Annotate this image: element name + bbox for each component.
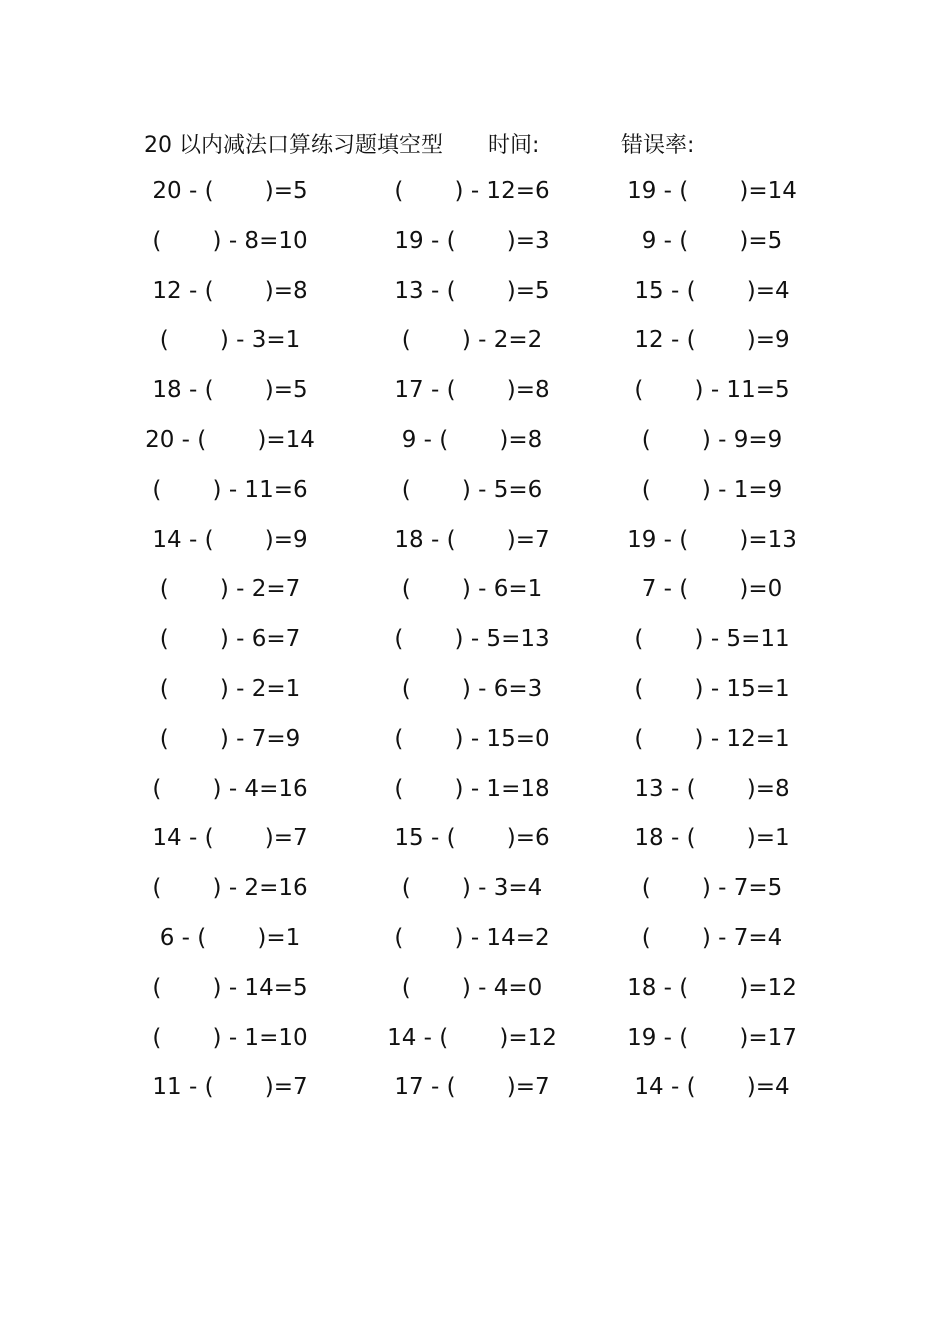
- problem-item: ( ) - 5=11: [634, 626, 790, 653]
- problem-row: [0, 371, 950, 421]
- problem-item: 20 - ( )=5: [152, 178, 308, 204]
- problem-item: 12 - ( )=9: [634, 327, 790, 354]
- problem-item: 18 - ( )=1: [634, 825, 790, 852]
- problem-item: 9 - ( )=5: [641, 227, 783, 254]
- problem-item: 18 - ( )=12: [627, 974, 797, 1001]
- problem-item: ( ) - 6=7: [159, 626, 301, 653]
- worksheet-header: [0, 128, 950, 160]
- problem-item: ( ) - 7=4: [641, 924, 783, 951]
- problem-item: ( ) - 12=6: [394, 178, 550, 204]
- problem-row: [0, 620, 950, 670]
- problem-item: 17 - ( )=7: [394, 1074, 550, 1101]
- problem-item: 19 - ( )=13: [627, 526, 797, 553]
- problem-row: [0, 272, 950, 322]
- time-label: 时间:: [488, 133, 540, 158]
- problem-item: 15 - ( )=6: [394, 825, 550, 852]
- problem-row: [0, 471, 950, 521]
- problem-item: 14 - ( )=9: [152, 526, 308, 553]
- problem-item: 9 - ( )=8: [401, 426, 543, 453]
- problem-row: [0, 869, 950, 919]
- problem-item: ( ) - 11=5: [634, 377, 790, 404]
- problem-item: 17 - ( )=8: [394, 377, 550, 404]
- problem-row: [0, 670, 950, 720]
- problem-item: 19 - ( )=17: [627, 1024, 797, 1051]
- problem-row: [0, 1019, 950, 1069]
- problem-item: 19 - ( )=14: [627, 178, 797, 204]
- worksheet-title: 20 以内减法口算练习题填空型: [144, 133, 443, 158]
- problem-item: ( ) - 6=3: [401, 675, 543, 702]
- problem-item: ( ) - 2=7: [159, 576, 301, 603]
- problem-row: [0, 521, 950, 571]
- problem-item: ( ) - 14=5: [152, 974, 308, 1001]
- problem-item: 7 - ( )=0: [641, 576, 783, 603]
- problem-item: ( ) - 9=9: [641, 426, 783, 453]
- problem-item: ( ) - 4=0: [401, 974, 543, 1001]
- problem-item: 15 - ( )=4: [634, 277, 790, 304]
- problem-item: 18 - ( )=5: [152, 377, 308, 404]
- problem-item: ( ) - 7=9: [159, 725, 301, 752]
- problem-row: [0, 919, 950, 969]
- problem-item: 14 - ( )=12: [387, 1024, 557, 1051]
- problem-item: 14 - ( )=4: [634, 1074, 790, 1101]
- problem-item: 18 - ( )=7: [394, 526, 550, 553]
- problem-item: 13 - ( )=5: [394, 277, 550, 304]
- problem-item: ( ) - 3=1: [159, 327, 301, 354]
- problem-row: [0, 969, 950, 1019]
- problem-row: [0, 819, 950, 869]
- problem-item: 13 - ( )=8: [634, 775, 790, 802]
- problem-item: ( ) - 2=2: [401, 327, 543, 354]
- problem-item: ( ) - 5=13: [394, 626, 550, 653]
- problem-item: ( ) - 6=1: [401, 576, 543, 603]
- problem-grid: [0, 172, 950, 1118]
- problem-item: ( ) - 12=1: [634, 725, 790, 752]
- problem-item: ( ) - 7=5: [641, 875, 783, 902]
- problem-row: [0, 421, 950, 471]
- problem-row: [0, 770, 950, 820]
- problem-item: 19 - ( )=3: [394, 227, 550, 254]
- problem-item: ( ) - 2=1: [159, 675, 301, 702]
- problem-item: ( ) - 8=10: [152, 227, 308, 254]
- problem-item: 12 - ( )=8: [152, 277, 308, 304]
- problem-item: ( ) - 1=18: [394, 775, 550, 802]
- problem-item: ( ) - 3=4: [401, 875, 543, 902]
- problem-item: ( ) - 5=6: [401, 476, 543, 503]
- problem-item: ( ) - 11=6: [152, 476, 308, 503]
- problem-row: [0, 172, 950, 222]
- problem-item: ( ) - 15=1: [634, 675, 790, 702]
- problem-item: ( ) - 4=16: [152, 775, 308, 802]
- problem-item: ( ) - 2=16: [152, 875, 308, 902]
- problem-row: [0, 222, 950, 272]
- problem-item: 20 - ( )=14: [145, 426, 315, 453]
- problem-item: ( ) - 14=2: [394, 924, 550, 951]
- problem-item: 11 - ( )=7: [152, 1074, 308, 1101]
- problem-item: 6 - ( )=1: [159, 924, 301, 951]
- problem-item: 14 - ( )=7: [152, 825, 308, 852]
- problem-row: [0, 720, 950, 770]
- error-rate-label: 错误率:: [621, 133, 695, 158]
- problem-row: [0, 570, 950, 620]
- problem-row: [0, 321, 950, 371]
- problem-item: ( ) - 15=0: [394, 725, 550, 752]
- problem-row: [0, 1068, 950, 1118]
- problem-item: ( ) - 1=9: [641, 476, 783, 503]
- problem-item: ( ) - 1=10: [152, 1024, 308, 1051]
